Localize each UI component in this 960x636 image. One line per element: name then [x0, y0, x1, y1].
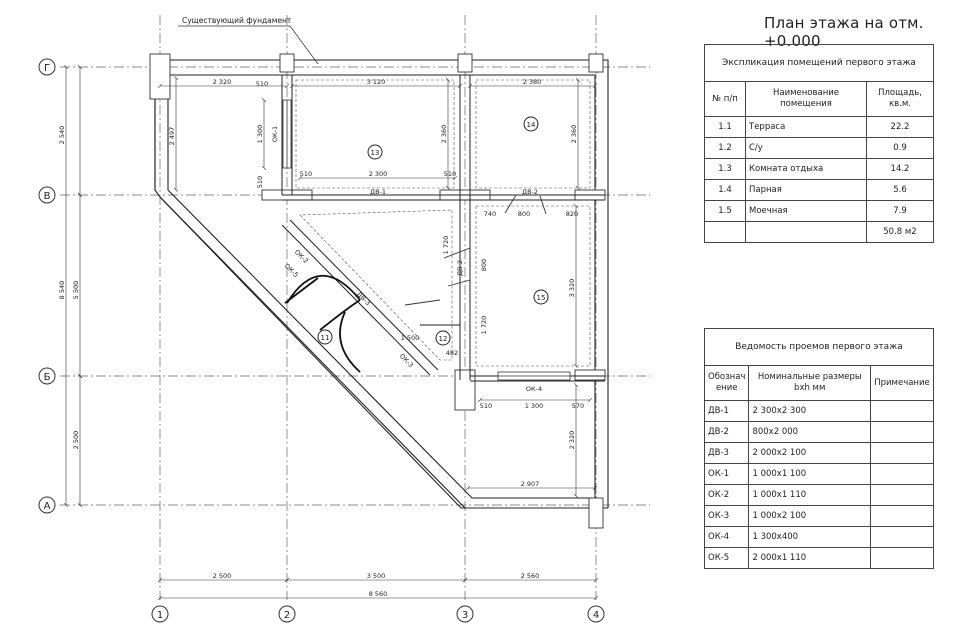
row-size: 1 000x1 100 — [749, 464, 871, 485]
table-row — [705, 422, 934, 443]
row-code: ДВ-3 — [705, 443, 749, 464]
outer-walls — [155, 60, 608, 508]
axis-label: Б — [43, 372, 51, 383]
table-row — [705, 506, 934, 527]
explication-header-name: Наименование помещения — [746, 82, 867, 117]
dim-text: 510 — [255, 80, 269, 88]
dim-text: 2 560 — [520, 572, 540, 580]
row-area: 5.6 — [867, 180, 934, 201]
row-size: 1 000x2 100 — [749, 506, 871, 527]
room-markers — [318, 117, 548, 345]
row-size: 1 300x400 — [749, 527, 871, 548]
room-outlines — [296, 80, 590, 366]
dim-text: 2 320 — [212, 78, 232, 86]
row-name — [746, 222, 867, 243]
dim-text: 3 320 — [568, 278, 576, 298]
opening-tag: ОК-4 — [525, 385, 543, 393]
dim-text: 5 500 — [72, 280, 80, 300]
row-code: ОК-1 — [705, 464, 749, 485]
row-area: 22.2 — [867, 117, 934, 138]
drawing-title: План этажа на отм. +0.000 — [764, 14, 924, 50]
row-name: Парная — [746, 180, 867, 201]
row-size: 2 300x2 300 — [749, 401, 871, 422]
dim-text: 3 120 — [366, 78, 386, 86]
dim-text: 2 320 — [568, 430, 576, 450]
axis-bubble-2 — [279, 606, 295, 622]
row-num: 1.3 — [705, 159, 746, 180]
row-size: 2 000x2 100 — [749, 443, 871, 464]
explication-caption: Экспликация помещений первого этажа — [705, 45, 934, 82]
row-code: ОК-4 — [705, 527, 749, 548]
row-num: 1.5 — [705, 201, 746, 222]
dim-text: 1 720 — [480, 315, 488, 335]
row-num: 1.4 — [705, 180, 746, 201]
table-row — [705, 117, 934, 138]
row-name: С/у — [746, 138, 867, 159]
dim-text: 2 497 — [168, 126, 176, 146]
row-area: 14.2 — [867, 159, 934, 180]
axis-bubble-4 — [588, 606, 604, 622]
opening-tag: ДВ-1 — [369, 188, 387, 196]
row-size: 1 000x1 110 — [749, 485, 871, 506]
dim-text: 510 — [256, 175, 264, 189]
opening-tag: ДВ-2 — [456, 259, 464, 277]
dim-text: 800 — [517, 210, 531, 218]
explication-header-num: № п/п — [705, 82, 746, 117]
explication-table — [704, 44, 934, 243]
table-row — [705, 180, 934, 201]
axis-bubble-b — [39, 368, 55, 384]
room-number: 14 — [526, 121, 536, 129]
table-row — [705, 138, 934, 159]
row-note — [871, 464, 934, 485]
table-row — [705, 548, 934, 569]
row-note — [871, 422, 934, 443]
row-code: ДВ-1 — [705, 401, 749, 422]
openings-caption: Ведомость проемов первого этажа — [705, 329, 934, 366]
dim-text: 510 — [299, 170, 313, 178]
dim-text: 2 500 — [72, 430, 80, 450]
table-row — [705, 201, 934, 222]
axis-bubble-g — [39, 59, 55, 75]
axis-label: В — [43, 191, 51, 202]
row-area-total: 50.8 м2 — [867, 222, 934, 243]
axis-label: Г — [43, 63, 51, 74]
room-marker-13 — [368, 145, 382, 159]
dim-text: 2 500 — [212, 572, 232, 580]
axis-label: 4 — [592, 610, 600, 621]
room-marker-15 — [534, 290, 548, 304]
dim-text: 482 — [445, 349, 459, 357]
dim-text: 2 907 — [520, 480, 540, 488]
row-name: Комната отдыха — [746, 159, 867, 180]
table-row — [705, 401, 934, 422]
row-note — [871, 401, 934, 422]
dim-text: 800 — [480, 258, 488, 272]
opening-tag: ДВ-2 — [521, 188, 539, 196]
axis-bubble-1 — [152, 606, 168, 622]
dim-text: 1 300 — [524, 402, 544, 410]
row-note — [871, 506, 934, 527]
row-area: 7.9 — [867, 201, 934, 222]
foundation-label: Существующий фундамент — [182, 16, 292, 25]
axis-label: 2 — [283, 610, 291, 621]
row-num: 1.2 — [705, 138, 746, 159]
axis-label: 1 — [156, 610, 164, 621]
row-note — [871, 485, 934, 506]
opening-tag: ОК-1 — [271, 125, 279, 143]
openings-header-code: Обознач ение — [705, 366, 749, 401]
opening-tag: ОК-5 — [282, 262, 300, 280]
row-code: ДВ-2 — [705, 422, 749, 443]
room-number: 11 — [320, 334, 330, 342]
dim-text: 510 — [443, 170, 457, 178]
table-row — [705, 485, 934, 506]
room-number: 13 — [370, 149, 380, 157]
row-note — [871, 527, 934, 548]
opening-tag: ОК-3 — [397, 352, 415, 370]
axis-grid — [60, 15, 650, 600]
dim-text: 2 360 — [440, 124, 448, 144]
dim-text: 740 — [483, 210, 497, 218]
dim-text: 1 720 — [442, 235, 450, 255]
room-marker-11 — [318, 330, 332, 344]
dim-text: 1 300 — [256, 124, 264, 144]
axis-label: 3 — [461, 610, 469, 621]
dim-text: 820 — [565, 210, 579, 218]
table-row — [705, 159, 934, 180]
opening-tag: ОК-2 — [292, 248, 310, 266]
row-area: 0.9 — [867, 138, 934, 159]
room-marker-14 — [524, 117, 538, 131]
row-name: Моечная — [746, 201, 867, 222]
openings-header-size: Номинальные размеры bxh мм — [749, 366, 871, 401]
row-size: 2 000x1 110 — [749, 548, 871, 569]
dim-text: 8 560 — [368, 590, 388, 598]
foundation-leader — [178, 16, 318, 64]
dim-text: 2 360 — [570, 124, 578, 144]
openings-header-note: Примечание — [871, 366, 934, 401]
dim-text: 570 — [571, 402, 585, 410]
dim-text: 2 300 — [368, 170, 388, 178]
row-note — [871, 548, 934, 569]
room-number: 15 — [536, 294, 546, 302]
row-code: ОК-5 — [705, 548, 749, 569]
room-number: 12 — [438, 335, 448, 343]
table-row — [705, 464, 934, 485]
door-swings — [285, 276, 360, 372]
dim-text: 1 500 — [400, 334, 420, 342]
table-row — [705, 527, 934, 548]
openings-table — [704, 328, 934, 569]
table-row — [705, 443, 934, 464]
dim-text: 510 — [479, 402, 493, 410]
axis-bubble-v — [39, 187, 55, 203]
row-num: 1.1 — [705, 117, 746, 138]
row-code: ОК-3 — [705, 506, 749, 527]
explication-header-area: Площадь, кв.м. — [867, 82, 934, 117]
dim-text: 2 540 — [58, 125, 66, 145]
opening-tag: ДВ-3 — [354, 290, 372, 308]
table-row-total — [705, 222, 934, 243]
dim-text: 3 500 — [366, 572, 386, 580]
axis-bubble-3 — [457, 606, 473, 622]
room-marker-12 — [436, 331, 450, 345]
row-size: 800x2 000 — [749, 422, 871, 443]
axis-label: А — [43, 501, 51, 512]
row-note — [871, 443, 934, 464]
row-code: ОК-2 — [705, 485, 749, 506]
row-num — [705, 222, 746, 243]
dim-text: 8 540 — [58, 280, 66, 300]
row-name: Терраса — [746, 117, 867, 138]
axis-bubble-a — [39, 497, 55, 513]
dim-text: 2 380 — [522, 78, 542, 86]
